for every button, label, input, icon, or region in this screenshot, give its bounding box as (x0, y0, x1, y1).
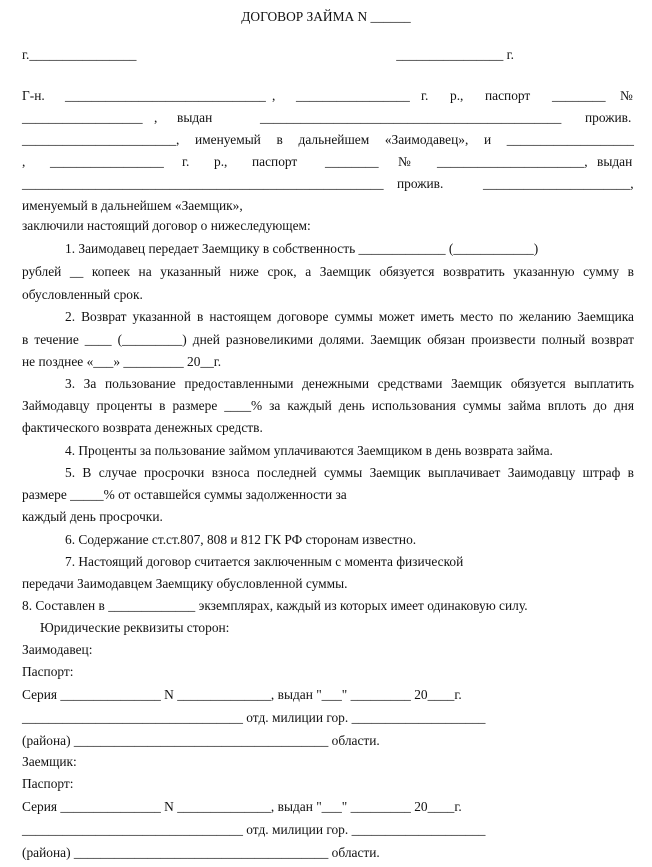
clause-5-line-3: каждый день просрочки. (22, 509, 163, 524)
clause-2-line-1: 2. Возврат указанной в настоящем договоре суммы может иметь место по желанию Заемщика (65, 309, 634, 324)
lender-region: (района) ______________________________________ области. (22, 733, 380, 748)
clause-7-line-2: передачи Заимодавцем Заемщику обусловленной суммы. (22, 576, 348, 591)
borrower-passport-label: Паспорт: (22, 776, 74, 791)
lender-passport-label: Паспорт: (22, 664, 74, 679)
clause-8: 8. Составлен в _____________ экземплярах, каждый из которых имеет одинаковую силу. (22, 598, 528, 613)
document-title: ДОГОВОР ЗАЙМА N ______ (241, 9, 411, 24)
clause-4: 4. Проценты за пользование займом уплачиваются Заемщиком в день возврата займа. (65, 443, 553, 458)
clause-7-line-1: 7. Настоящий договор считается заключенным с момента физической (65, 554, 464, 569)
clause-5-line-1: 5. В случае просрочки взноса последней суммы Заемщик выплачивает Заимодавцу штраф в (65, 465, 634, 480)
clause-2-line-2: в течение ____ (_________) дней разновеликими долями. Заемщик обязан произвести полный возврат (22, 332, 634, 347)
clause-5-line-2: размере _____% от оставшейся суммы задолженности за (22, 487, 347, 502)
lender-police-dept: _________________________________ отд. милиции гор. ____________________ (22, 710, 486, 725)
borrower-label: Заемщик: (22, 754, 77, 769)
party-line-3: _______________________, именуемый в дальнейшем «Заимодавец», и ___________________ (22, 132, 634, 147)
borrower-region: (района) ______________________________________ области. (22, 845, 380, 860)
clause-3-line-2: Займодавцу проценты в размере ____% за каждый день использования суммы займа вплоть до дня (22, 398, 634, 413)
borrower-passport-series: Серия _______________ N ______________, выдан "___" _________ 20____г. (22, 799, 462, 814)
clause-3-line-3: фактического возврата денежных средств. (22, 420, 263, 435)
city-field: г.________________ (22, 47, 137, 62)
requisites-heading: Юридические реквизиты сторон: (40, 620, 230, 635)
clause-2-line-3: не позднее «___» _________ 20__г. (22, 354, 222, 369)
clause-6: 6. Содержание ст.ст.807, 808 и 812 ГК РФ сторонам известно. (65, 532, 417, 547)
clause-1-line-2: рублей __ копеек на указанный ниже срок, а Заемщик обязуется возвратить указанную сумму в (22, 264, 634, 279)
borrower-designation: именуемый в дальнейшем «Заемщик», (22, 198, 243, 213)
clause-3-line-1: 3. За пользование предоставленными денежными средствами Заемщик обязуется выплатить (65, 376, 634, 391)
lender-label: Заимодавец: (22, 642, 93, 657)
year-field: ________________ г. (396, 47, 514, 62)
borrower-police-dept: _________________________________ отд. милиции гор. ____________________ (22, 822, 486, 837)
clause-1-line-1: 1. Заимодавец передает Заемщику в собственность _____________ (____________) (65, 241, 539, 256)
agreement-intro: заключили настоящий договор о нижеследующем: (22, 218, 311, 233)
clause-1-line-3: обусловленный срок. (22, 287, 143, 302)
lender-passport-series: Серия _______________ N ______________, выдан "___" _________ 20____г. (22, 687, 462, 702)
